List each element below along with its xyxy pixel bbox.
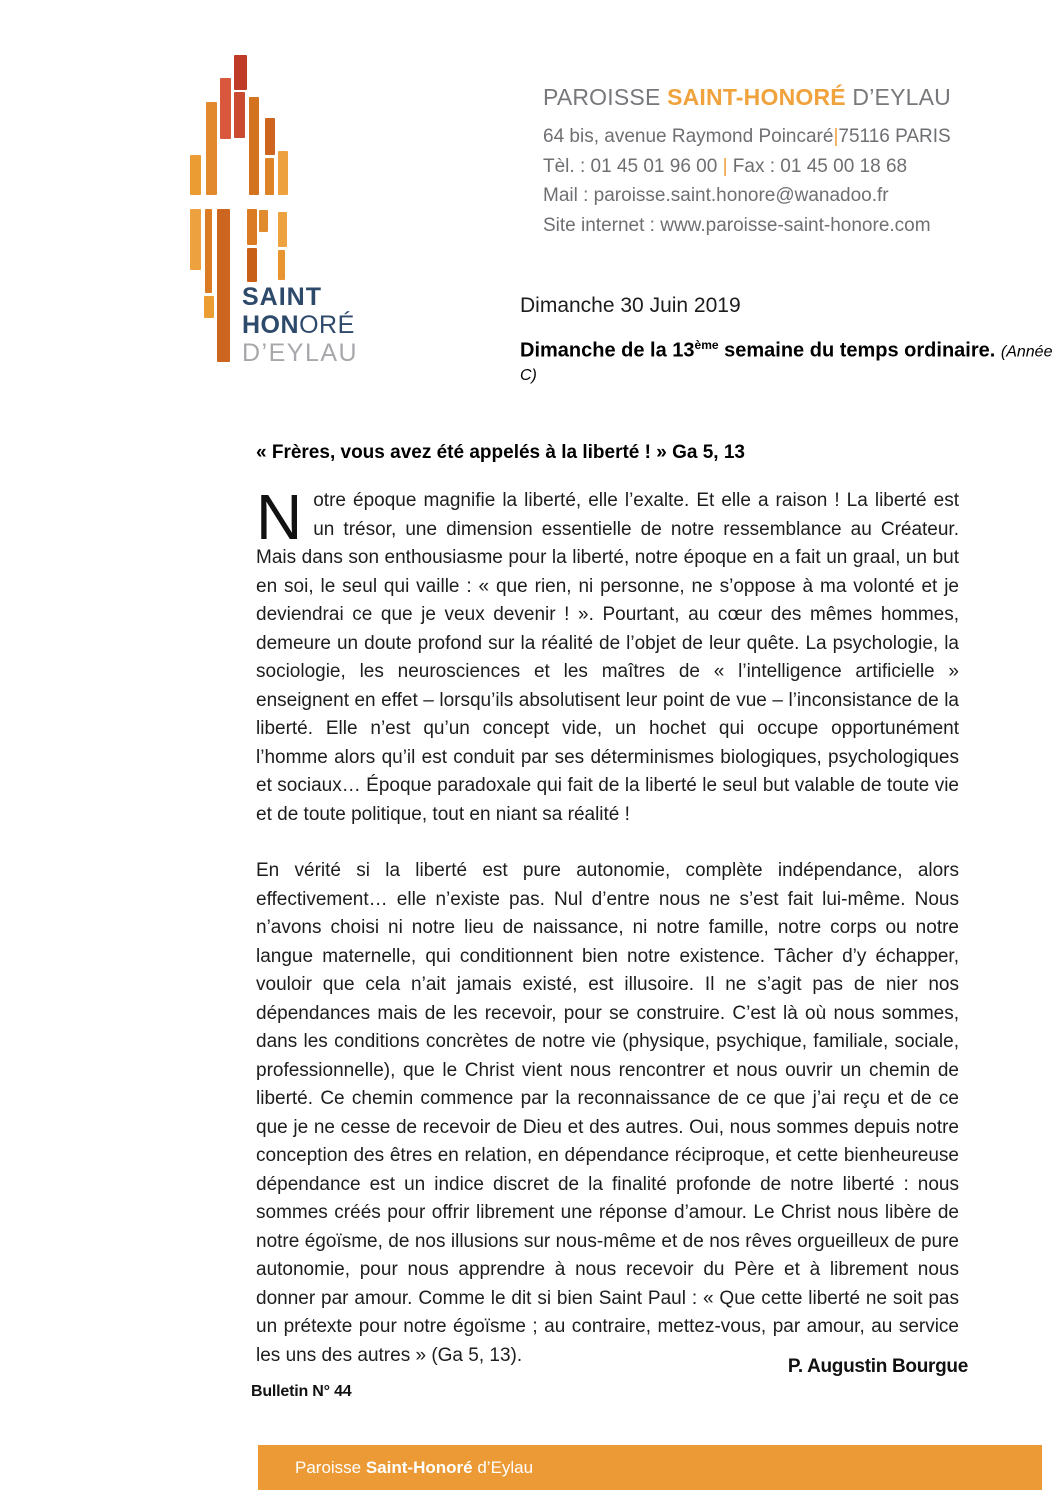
drop-cap: N [256, 481, 303, 553]
footer-parish-label: Paroisse Saint-Honoré d’Eylau [295, 1457, 534, 1477]
author-signature: P. Augustin Bourgue [787, 1356, 968, 1377]
website-line: Site internet : www.paroisse-saint-honore.com [543, 214, 931, 236]
article-heading: « Frères, vous avez été appelés à la liberté ! » Ga 5, 13 [256, 442, 745, 463]
parish-name-highlight: SAINT-HONORÉ [667, 84, 846, 110]
logo-line-deylau: D’EYLAU [242, 339, 359, 367]
address-line: 64 bis, avenue Raymond Poincaré|75116 PARIS [543, 126, 951, 147]
sunday-title-line: Dimanche de la 13ème semaine du temps ordinaire. (Année C) [520, 338, 1053, 384]
parish-name-line: PAROISSE SAINT-HONORÉ D’EYLAU [543, 84, 951, 110]
logo-line-saint: SAINT [242, 283, 322, 311]
article-paragraph-2: En vérité si la liberté est pure autonomie, complète indépendance, alors effectivement… elle n’existe pas. Nul d’entre nous ne s’est fait lui-même. Nous n’avons choisi ni notre lieu de naissance, ni notre famille, notre corps ou notre langue maternelle, qui conditionnent bien notre existence. Tâcher d’y échapper, vouloir que cela n’ait jamais existé, est illusoire. Il ne s’agit pas de nier nos dépendances mais de les recevoir, pour se construire. C’est là où nous sommes, dans les conditions concrètes de notre vie (physique, psychique, familiale, sociale, professionnelle), que le Christ vient nous rencontrer et nous ouvrir un chemin de liberté. Ce chemin commence par la reconnaissance de ce que j’ai reçu et de ce que je ne cesse de recevoir de Dieu et des autres. Oui, nous sommes depuis notre conception des êtres en relation, en dépendance réciproque, et cette bienheureuse dépendance est un indice discret de la finalité profonde de notre liberté : nous sommes créés pour offrir librement une réponse d’amour. Le Christ nous libère de notre égoïsme, de nos illusions sur nous-même et de nos rêves orgueilleux de pure autonomie, pour nous apprendre à nous recevoir du Père et à librement nous donner par amour. Comme le dit si bien Saint Paul : « Que cette liberté ne soit pas un prétexte pour notre égoïsme ; au contraire, mettez-vous, par amour, au service les uns des autres » (Ga 5, 13). [256, 860, 959, 1366]
mail-line: Mail : paroisse.saint.honore@wanadoo.fr [543, 185, 889, 206]
ordinal-superscript: ème [694, 338, 719, 352]
article-paragraph-1: Notre époque magnifie la liberté, elle l’exalte. Et elle a raison ! La liberté est un trésor, une dimension essentielle de notre ressemblance au Créateur. Mais dans son enthousiasme pour la liberté, notre époque en a fait un graal, un but en soi, le seul qui vaille : « que rien, ni personne, ne s’oppose à ma volonté et je deviendrai ce que je veux devenir ! ». Pourtant, au cœur des mêmes hommes, demeure un doute profond sur la réalité de l’objet de leur quête. La psychologie, la sociologie, les neurosciences et les maîtres de « l’intelligence artificielle » enseignent en effet – lorsqu’ils absolutisent leur point de vue – l’inconsistance de la liberté. Elle n’est qu’un concept vide, un hochet qui occupe opportunément l’homme alors qu’il est conduit par ses déterminismes biologiques, psychologiques et sociaux… Époque paradoxale qui fait de la liberté le seul but valable de toute vie et de toute politique, tout en niant sa réalité ! [256, 481, 959, 825]
date-line: Dimanche 30 Juin 2019 [520, 294, 741, 317]
bulletin-number: Bulletin N° 44 [251, 1383, 352, 1400]
liturgical-year-note: (Année C) [520, 343, 1053, 384]
parish-logo [188, 55, 359, 375]
phone-line: Tèl. : 01 45 01 96 00 | Fax : 01 45 00 18 68 [543, 155, 908, 177]
header-contact-block [543, 84, 951, 240]
article-body [256, 442, 959, 1370]
pipe-separator: | [722, 155, 728, 177]
logo-line-honore: HONORÉ [242, 311, 355, 339]
pipe-separator: | [833, 126, 839, 147]
footer-bar [258, 1445, 1042, 1490]
date-block [520, 294, 1058, 386]
logo-wordmark [242, 283, 358, 367]
